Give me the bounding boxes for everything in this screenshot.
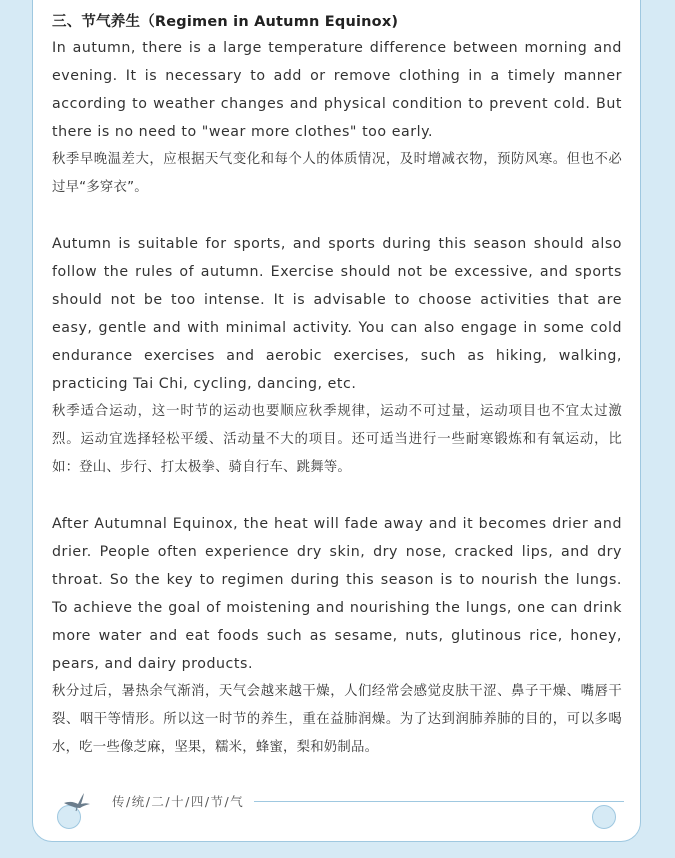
footer-divider	[254, 801, 624, 802]
footer-decoration	[62, 788, 624, 814]
paragraph-1-english: In autumn, there is a large temperature difference between morning and evening. It is necessary to add or remove clothing in a timely manner according to weather changes and physical condition to prevent cold. But there is no need to "wear more clothes" too early.	[52, 40, 622, 140]
paragraph-3-chinese: 秋分过后，暑热余气渐消，天气会越来越干燥，人们经常会感觉皮肤干涩、鼻子干燥、嘴唇干裂、咽干等情形。所以这一时节的养生，重在益肺润燥。为了达到润肺养肺的目的，可以多喝水，吃一些像芝麻，坚果，糯米，蜂蜜，梨和奶制品。	[52, 684, 622, 755]
article-body	[52, 10, 622, 762]
paragraph-1-chinese: 秋季早晚温差大，应根据天气变化和每个人的体质情况，及时增减衣物，预防风寒。但也不必过早“多穿衣”。	[52, 152, 622, 195]
section-heading: 三、节气养生（Regimen in Autumn Equinox)	[52, 14, 399, 30]
bird-icon	[62, 789, 92, 813]
paragraph-spacer	[52, 482, 622, 510]
paragraph-2-chinese: 秋季适合运动，这一时节的运动也要顺应秋季规律，运动不可过量，运动项目也不宜太过激烈。运动宜选择轻松平缓、活动量不大的项目。还可适当进行一些耐寒锻炼和有氧运动，比如：登山、步行、打太极拳、骑自行车、跳舞等。	[52, 404, 622, 475]
footer-title: 传/统/二/十/四/节/气	[112, 794, 245, 809]
paragraph-3-english: After Autumnal Equinox, the heat will fade away and it becomes drier and drier. People often experience dry skin, dry nose, cracked lips, and dry throat. So the key to regimen during this season is to nourish the lungs. To achieve the goal of moistening and nourishing the lungs, one can drink more water and eat foods such as sesame, nuts, glutinous rice, honey, pears, and dairy products.	[52, 516, 622, 672]
paragraph-spacer	[52, 202, 622, 230]
paragraph-2-english: Autumn is suitable for sports, and sports during this season should also follow the rules of autumn. Exercise should not be excessive, and sports should not be too intense. It is advisable to choose activities that are easy, gentle and with minimal activity. You can also engage in some cold endurance exercises and aerobic exercises, such as hiking, walking, practicing Tai Chi, cycling, dancing, etc.	[52, 236, 622, 392]
